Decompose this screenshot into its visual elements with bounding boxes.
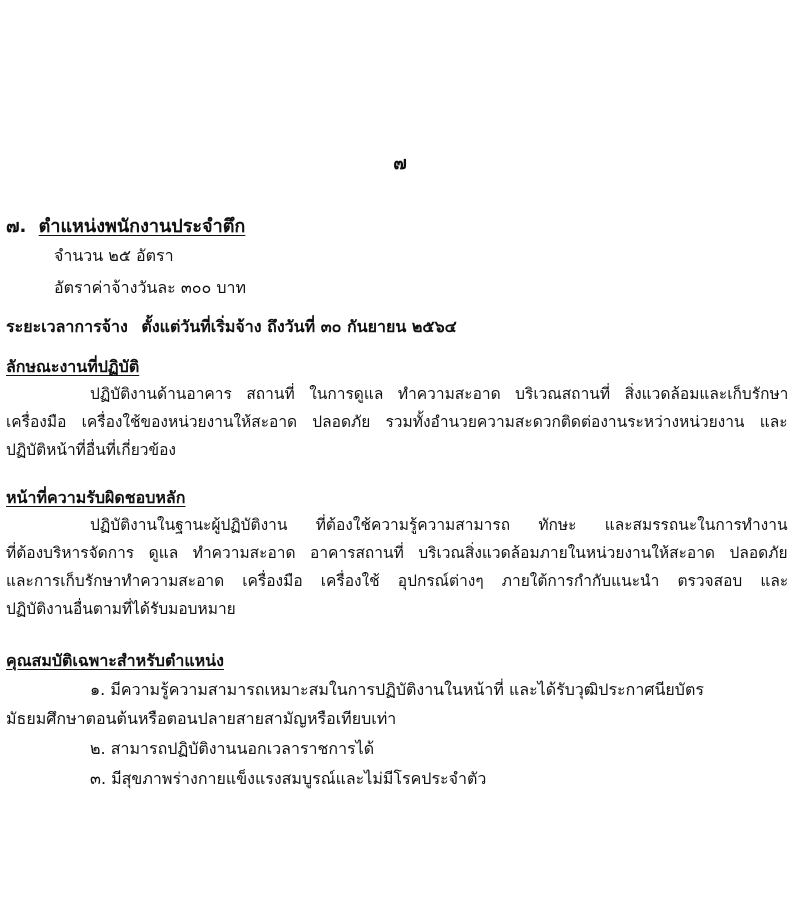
employment-period [6,316,457,338]
page-number: ๗ [393,153,407,174]
responsibilities-line: ที่ต้องบริหารจัดการ ดูแล ทำความสะอาด อาคารสถานที่ บริเวณสิ่งแวดล้อมภายในหน่วยงานให้สะอาด ปลอดภัย [6,544,788,562]
responsibilities-heading: หน้าที่ความรับผิดชอบหลัก [6,488,186,507]
employment-period-label: ระยะเวลาการจ้าง [6,317,128,336]
position-count: จำนวน ๒๕ อัตรา [54,246,174,265]
responsibilities-line: และการเก็บรักษาทำความสะอาด เครื่องมือ เครื่องใช้ อุปกรณ์ต่างๆ ภายใต้การกำกับแนะนำ ตรวจสอบ และ [6,572,788,590]
employment-period-text: ตั้งแต่วันที่เริ่มจ้าง ถึงวันที่ ๓๐ กันยายน ๒๕๖๔ [141,317,457,336]
responsibilities-line: ปฏิบัติงานในฐานะผู้ปฏิบัติงาน ที่ต้องใช้ความรู้ความสามารถ ทักษะ และสมรรถนะในการทำงาน [90,516,788,534]
qualifications-heading: คุณสมบัติเฉพาะสำหรับตำแหน่ง [6,651,224,670]
qualification-item-3: ๓. มีสุขภาพร่างกายแข็งแรงสมบูรณ์และไม่มีโรคประจำตัว [90,769,487,788]
job-nature-heading: ลักษณะงานที่ปฏิบัติ [6,357,140,376]
job-nature-paragraph [6,380,788,464]
job-nature-line: เครื่องมือ เครื่องใช้ของหน่วยงานให้สะอาด ปลอดภัย รวมทั้งอำนวยความสะดวกติดต่องานระหว่างหน่วยงาน และ [6,413,788,431]
responsibilities-paragraph [6,511,788,623]
job-nature-line: ปฏิบัติหน้าที่อื่นที่เกี่ยวข้อง [6,441,176,459]
qualification-item-1-cont: มัธยมศึกษาตอนต้นหรือตอนปลายสายสามัญหรือเทียบเท่า [6,709,397,728]
responsibilities-line: ปฏิบัติงานอื่นตามที่ได้รับมอบหมาย [6,600,236,618]
position-wage: อัตราค่าจ้างวันละ ๓๐๐ บาท [54,278,247,297]
position-number: ๗. [6,216,27,237]
qualification-item-2: ๒. สามารถปฏิบัติงานนอกเวลาราชการได้ [90,739,375,758]
position-title: ตำแหน่งพนักงานประจำตึก [38,216,246,237]
job-nature-line: ปฏิบัติงานด้านอาคาร สถานที่ ในการดูแล ทำความสะอาด บริเวณสถานที่ สิ่งแวดล้อมและเก็บรักษา [90,385,788,403]
position-heading [6,216,245,238]
qualification-item-1: ๑. มีความรู้ความสามารถเหมาะสมในการปฏิบัติงานในหน้าที่ และได้รับวุฒิประกาศนียบัตร [90,680,704,699]
